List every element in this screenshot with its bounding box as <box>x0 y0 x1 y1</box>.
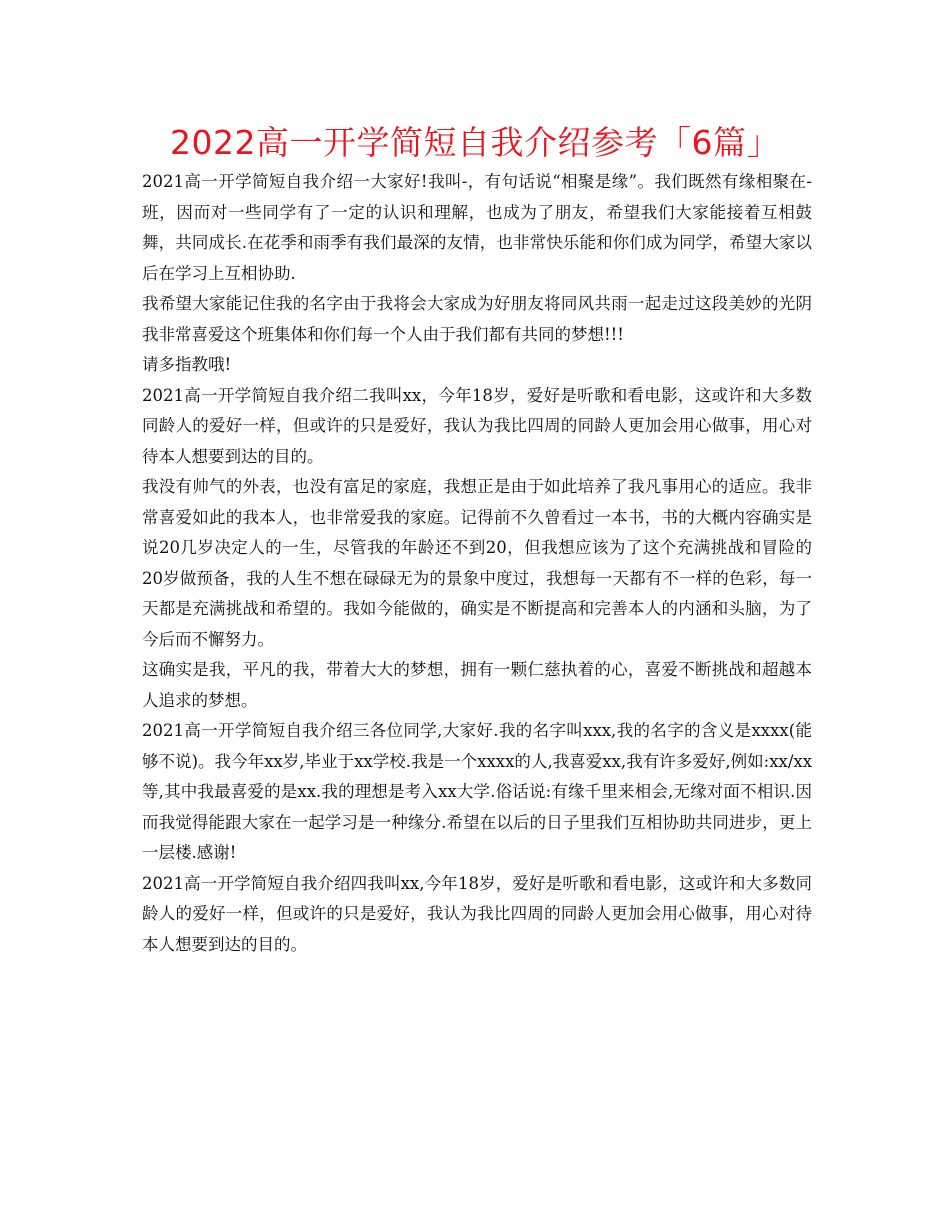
paragraph-intro-four: 2021高一开学简短自我介绍四我叫xx,今年18岁，爱好是听歌和看电影，这或许和大多数同龄人的爱好一样，但或许的只是爱好，我认为我比四周的同龄人更加会用心做事，用心对待本人想要到达的目的。 <box>142 873 812 954</box>
paragraph-intro-two: 2021高一开学简短自我介绍二我叫xx，今年18岁，爱好是听歌和看电影，这或许和大多数同龄人的爱好一样，但或许的只是爱好，我认为我比四周的同龄人更加会用心做事，用心对待本人想要到达的目的。 <box>142 385 812 466</box>
paragraph-hope-names: 我希望大家能记住我的名字由于我将会大家成为好朋友将同风共雨一起走过这段美妙的光阴我非常喜爱这个班集体和你们每一个人由于我们都有共同的梦想!!! <box>142 294 812 344</box>
paragraph-no-handsome: 我没有帅气的外表，也没有富足的家庭，我想正是由于如此培养了我凡事用心的适应。我非常喜爱如此的我本人，也非常爱我的家庭。记得前不久曾看过一本书，书的大概内容确实是说20几岁决定人的一生，尽管我的年龄还不到20，但我想应该为了这个充满挑战和冒险的20岁做预备，我的人生不想在碌碌无为的景象中度过，我想每一天都有不一样的色彩，每一天都是充满挑战和希望的。我如今能做的，确实是不断提高和完善本人的内涵和头脑，为了今后而不懈努力。 <box>142 477 812 649</box>
paragraph-please-advise: 请多指教哦! <box>142 355 232 374</box>
document-body <box>142 167 812 960</box>
document-title: 2022高一开学简短自我介绍参考「6篇」 <box>170 123 780 162</box>
paragraph-intro-one: 2021高一开学简短自我介绍一大家好!我叫-，有句话说“相聚是缘”。我们既然有缘相聚在-班，因而对一些同学有了一定的认识和理解，也成为了朋友，希望我们大家能接着互相鼓舞，共同成长.在花季和雨季有我们最深的友情，也非常快乐能和你们成为同学，希望大家以后在学习上互相协助. <box>142 172 812 283</box>
paragraph-this-is-me: 这确实是我，平凡的我，带着大大的梦想，拥有一颗仁慈执着的心，喜爱不断挑战和超越本人追求的梦想。 <box>142 660 812 710</box>
paragraph-intro-three: 2021高一开学简短自我介绍三各位同学,大家好.我的名字叫xxx,我的名字的含义是xxxx(能够不说)。我今年xx岁,毕业于xx学校.我是一个xxxx的人,我喜爱xx,我有许多爱好,例如:xx/xx等,其中我最喜爱的是xx.我的理想是考入xx大学.俗话说:有缘千里来相会,无缘对面不相识.因而我觉得能跟大家在一起学习是一种缘分.希望在以后的日子里我们互相协助共同进步，更上一层楼.感谢! <box>142 721 812 862</box>
